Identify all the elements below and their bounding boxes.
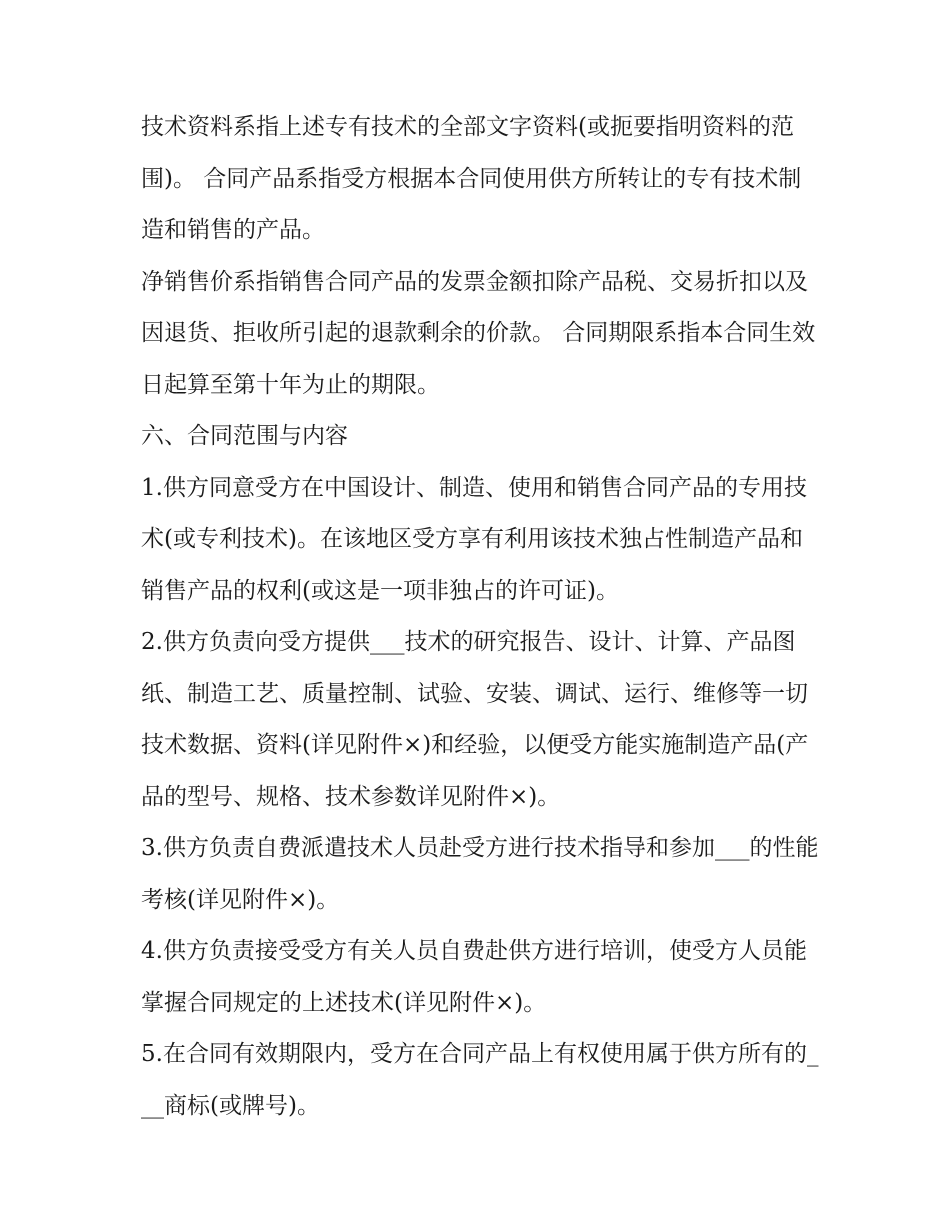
clause-4: 4.供方负责接受受方有关人员自费赴供方进行培训，使受方人员能掌握合同规定的上述技术(详见附件×)。: [141, 938, 807, 1016]
clause-3: 3.供方负责自费派遣技术人员赴受方进行技术指导和参加___的性能考核(详见附件×)。: [141, 835, 819, 913]
paragraph-tech-materials-definition: 技术资料系指上述专有技术的全部文字资料(或扼要指明资料的范围)。 合同产品系指受方根据本合同使用供方所转让的专有技术制造和销售的产品。: [141, 114, 802, 243]
document-body: [141, 102, 821, 1132]
clause-5: 5.在合同有效期限内，受方在合同产品上有权使用属于供方所有的___商标(或牌号)。: [141, 1041, 819, 1119]
section-heading-contract-scope: 六、合同范围与内容: [141, 423, 348, 449]
clause-1: 1.供方同意受方在中国设计、制造、使用和销售合同产品的专用技术(或专利技术)。在该地区受方享有利用该技术独占性制造产品和销售产品的权利(或这是一项非独占的许可证)。: [141, 474, 807, 604]
clause-2: 2.供方负责向受方提供___技术的研究报告、设计、计算、产品图纸、制造工艺、质量控制、试验、安装、调试、运行、维修等一切技术数据、资料(详见附件×)和经验，以便受方能实施制造产品(产品的型号、规格、技术参数详见附件×)。: [141, 629, 809, 810]
paragraph-net-sales-price-definition: 净销售价系指销售合同产品的发票金额扣除产品税、交易折扣以及因退货、拒收所引起的退款剩余的价款。 合同期限系指本合同生效日起算至第十年为止的期限。: [141, 268, 816, 398]
